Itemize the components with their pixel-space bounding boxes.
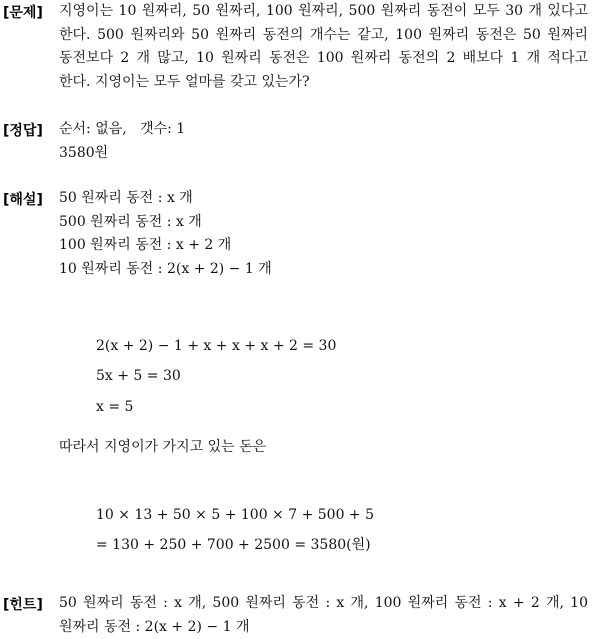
- problem-tag: [문제]: [3, 5, 43, 21]
- hint-line: 원짜리 동전 : 2(x + 2) − 1 개: [59, 618, 250, 635]
- hint-tag: [힌트]: [3, 597, 43, 613]
- sum-line-1: 10 × 13 + 50 × 5 + 100 × 7 + 500 + 5: [96, 507, 375, 523]
- definition-line: 100 원짜리 동전 : x + 2 개: [59, 237, 232, 253]
- hint-line: 50 원짜리 동전 : x 개, 500 원짜리 동전 : x 개, 100 원짜리 동전 : x + 2 개, 10: [59, 595, 588, 611]
- problem-line: 한다. 지영이는 모두 얼마를 갖고 있는가?: [59, 73, 310, 90]
- hint-text: [59, 592, 588, 639]
- answer-tag: [정답]: [3, 123, 43, 139]
- problem-line: 한다. 500 원짜리와 50 원짜리 동전의 개수는 같고, 100 원짜리 동전은 50 원짜리: [59, 26, 588, 43]
- sum-line-2: = 130 + 250 + 700 + 2500 = 3580(원): [96, 537, 371, 553]
- definition-line: 10 원짜리 동전 : 2(x + 2) − 1 개: [59, 260, 272, 277]
- problem-text: [59, 0, 588, 94]
- equation-3: x = 5: [96, 399, 134, 415]
- definition-line: 500 원짜리 동전 : x 개: [59, 213, 202, 230]
- definition-line: 50 원짜리 동전 : x 개: [59, 190, 193, 206]
- problem-line: 동전보다 2 개 많고, 10 원짜리 동전은 100 원짜리 동전의 2 배보다 1 개 적다고: [59, 50, 588, 66]
- problem-line: 지영이는 10 원짜리, 50 원짜리, 100 원짜리, 500 원짜리 동전이 모두 30 개 있다고: [59, 3, 588, 19]
- conclusion-text: 따라서 지영이가 가지고 있는 돈은: [59, 439, 267, 455]
- explanation-tag: [해설]: [3, 192, 43, 208]
- answer-text: [59, 118, 588, 165]
- explanation-text: [59, 187, 588, 281]
- answer-line: 3580원: [59, 144, 109, 161]
- equation-1: 2(x + 2) − 1 + x + x + x + 2 = 30: [96, 338, 337, 354]
- equation-2: 5x + 5 = 30: [96, 368, 181, 384]
- answer-line: 순서: 없음, 갯수: 1: [59, 121, 186, 137]
